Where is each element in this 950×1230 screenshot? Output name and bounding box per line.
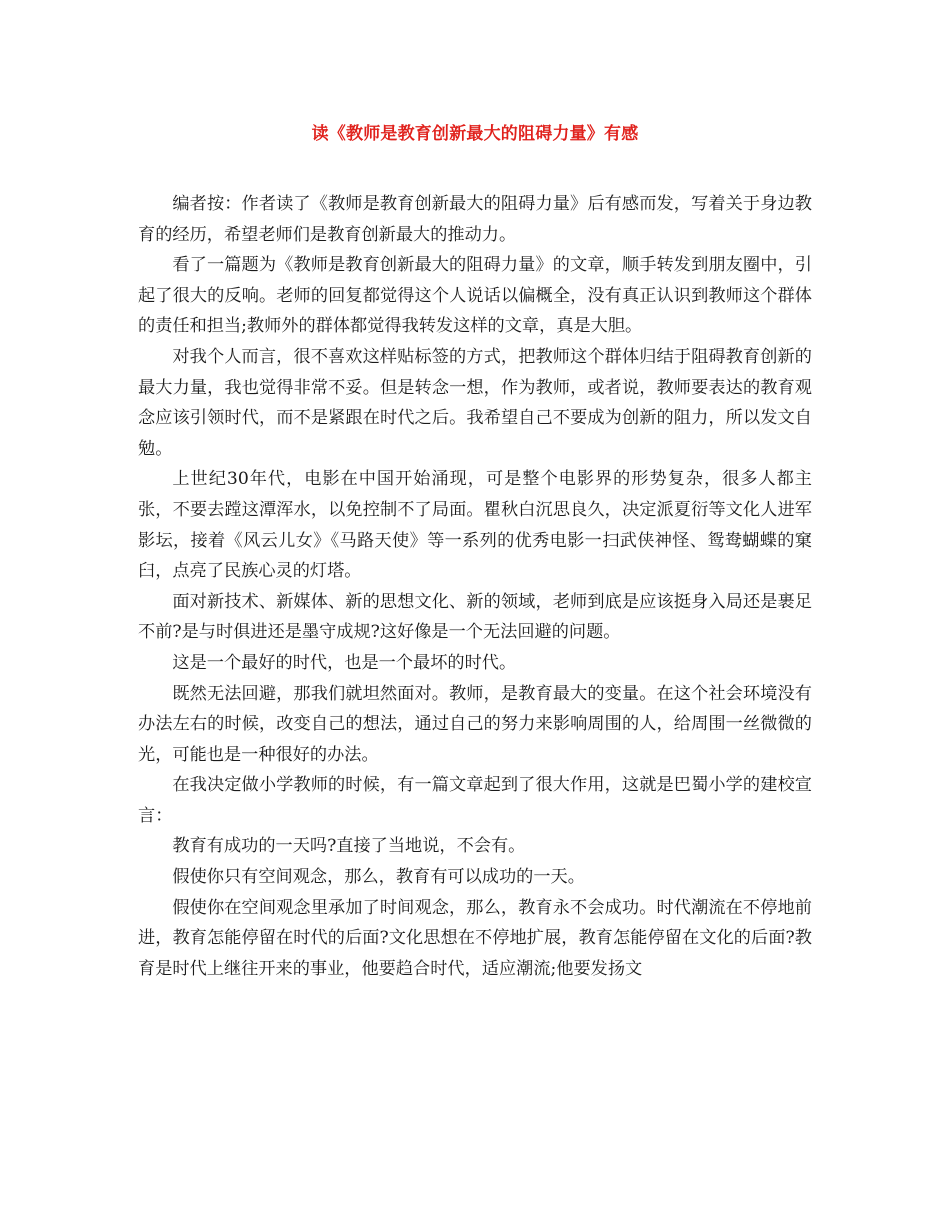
- paragraph: 看了一篇题为《教师是教育创新最大的阻碍力量》的文章，顺手转发到朋友圈中，引起了很大的反响。老师的回复都觉得这个人说话以偏概全，没有真正认识到教师这个群体的责任和担当;教师外的群体都觉得我转发这样的文章，真是大胆。: [138, 255, 812, 337]
- article-body: [138, 189, 812, 984]
- paragraph-quote: 假使你在空间观念里承加了时间观念，那么，教育永不会成功。时代潮流在不停地前进，教育怎能停留在时代的后面?文化思想在不停地扩展，教育怎能停留在文化的后面?教育是时代上继往开来的事业，他要趋合时代，适应潮流;他要发扬文: [138, 897, 812, 979]
- paragraph: 对我个人而言，很不喜欢这样贴标签的方式，把教师这个群体归结于阻碍教育创新的最大力量，我也觉得非常不妥。但是转念一想，作为教师，或者说，教师要表达的教育观念应该引领时代，而不是紧跟在时代之后。我希望自己不要成为创新的阻力，所以发文自勉。: [138, 346, 812, 459]
- paragraph-editor-note: 编者按：作者读了《教师是教育创新最大的阻碍力量》后有感而发，写着关于身边教育的经历，希望老师们是教育创新最大的推动力。: [138, 194, 812, 245]
- paragraph: 这是一个最好的时代，也是一个最坏的时代。: [172, 652, 517, 673]
- paragraph: 在我决定做小学教师的时候，有一篇文章起到了很大作用，这就是巴蜀小学的建校宣言：: [138, 775, 812, 826]
- paragraph-quote: 假使你只有空间观念，那么，教育有可以成功的一天。: [172, 867, 585, 888]
- paragraph: 面对新技术、新媒体、新的思想文化、新的领域，老师到底是应该挺身入局还是裹足不前?是与时俱进还是墨守成规?这好像是一个无法回避的问题。: [138, 591, 812, 643]
- paragraph-quote: 教育有成功的一天吗?直接了当地说，不会有。: [172, 836, 526, 857]
- page-title: 读《教师是教育创新最大的阻碍力量》有感: [311, 124, 639, 144]
- paragraph: 既然无法回避，那我们就坦然面对。教师，是教育最大的变量。在这个社会环境没有办法左右的时候，改变自己的想法，通过自己的努力来影响周围的人，给周围一丝微微的光，可能也是一种很好的办法。: [138, 683, 812, 765]
- paragraph: 上世纪30年代，电影在中国开始涌现，可是整个电影界的形势复杂，很多人都主张，不要去蹚这潭浑水，以免控制不了局面。瞿秋白沉思良久，决定派夏衍等文化人进军影坛，接着《风云儿女》《马路天使》等一系列的优秀电影一扫武侠神怪、鸳鸯蝴蝶的窠臼，点亮了民族心灵的灯塔。: [138, 469, 812, 582]
